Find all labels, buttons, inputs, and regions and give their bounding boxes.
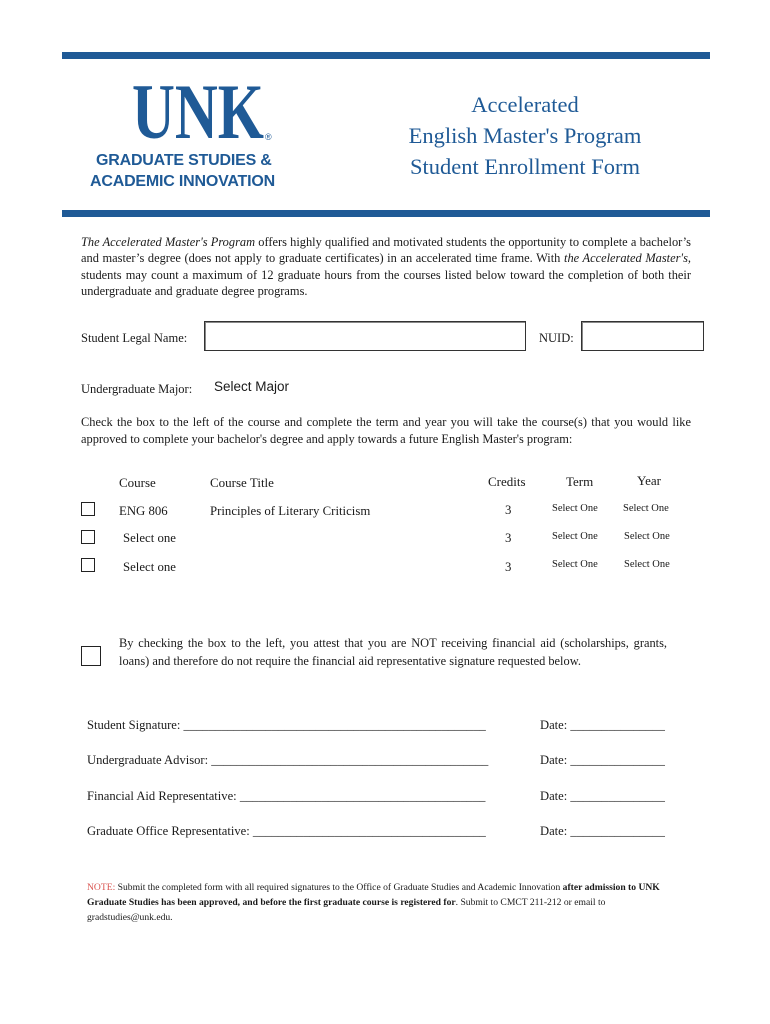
student-signature-date[interactable]: Date: _______________	[540, 718, 665, 732]
note-text-1: Submit the completed form with all required signatures to the Office of Graduate Studies and Academic Innovation	[115, 882, 563, 893]
course-2-select[interactable]: Select one	[123, 531, 176, 545]
unk-logo-letters: UNK	[132, 78, 265, 142]
course-1-term-select[interactable]: Select One	[552, 503, 598, 514]
col-header-term: Term	[566, 474, 594, 489]
financial-aid-signature-date[interactable]: Date: _______________	[540, 789, 665, 803]
course-3-term-select[interactable]: Select One	[552, 559, 598, 570]
top-rule	[62, 52, 710, 59]
financial-aid-signature-line[interactable]: Financial Aid Representative: _______________________________________	[87, 789, 486, 803]
graduate-office-signature-line[interactable]: Graduate Office Representative: _____________________________________	[87, 824, 486, 838]
advisor-signature-date[interactable]: Date: _______________	[540, 753, 665, 767]
form-title	[390, 89, 660, 182]
intro-emphasis-2: the Accelerated Master's,	[564, 251, 691, 266]
advisor-signature-line[interactable]: Undergraduate Advisor: ____________________________________________	[87, 753, 489, 767]
note-bold-text: after admission to UNK Graduate Studies has been approved, and before the first graduate course is registered for	[87, 882, 660, 908]
logo-line-1: GRADUATE STUDIES &	[96, 152, 272, 169]
course-2-credits: 3	[505, 531, 512, 545]
col-header-year: Year	[637, 473, 661, 488]
nuid-label: NUID:	[539, 331, 574, 345]
intro-paragraph	[81, 234, 691, 300]
course-1-checkbox[interactable]	[81, 502, 95, 516]
major-select[interactable]: Select Major	[214, 379, 290, 394]
title-line-2: English Master's Program	[408, 123, 642, 148]
course-1-title: Principles of Literary Criticism	[210, 504, 371, 518]
course-3-select[interactable]: Select one	[123, 560, 176, 574]
financial-aid-attestation: By checking the box to the left, you attest that you are NOT receiving financial aid (scholarships, grants, loans) and therefore do not require the financial aid representative signature requested below.	[119, 636, 667, 668]
title-line-3: Student Enrollment Form	[410, 154, 640, 179]
nuid-input[interactable]	[581, 321, 704, 351]
student-signature-line[interactable]: Student Signature: ________________________________________________	[87, 718, 486, 732]
note-label: NOTE:	[87, 882, 116, 893]
financial-aid-checkbox[interactable]	[81, 646, 101, 666]
logo-line-2: ACADEMIC INNOVATION	[90, 173, 275, 190]
course-1-year-select[interactable]: Select One	[623, 503, 669, 514]
course-3-checkbox[interactable]	[81, 558, 95, 572]
note-text-2: . Submit to CMCT 211-212 or email to gradstudies@unk.edu.	[87, 897, 606, 923]
intro-text-1: offers highly qualified and motivated students the opportunity to complete a bachelor’s and master’s degree (does not apply to graduate certificates) in an accelerated time frame. With	[81, 235, 691, 266]
graduate-office-signature-date[interactable]: Date: _______________	[540, 824, 665, 838]
name-label: Student Legal Name:	[81, 331, 188, 345]
unk-logo-mark	[132, 78, 272, 142]
course-2-year-select[interactable]: Select One	[624, 531, 670, 542]
col-header-credits: Credits	[488, 474, 526, 489]
course-3-credits: 3	[505, 560, 512, 574]
registered-mark: ®	[265, 132, 272, 142]
col-header-course: Course	[119, 475, 156, 490]
intro-emphasis-1: The Accelerated Master's Program	[81, 235, 256, 249]
header-rule	[62, 210, 710, 217]
title-line-1: Accelerated	[471, 92, 579, 117]
course-2-checkbox[interactable]	[81, 530, 95, 544]
student-name-input[interactable]	[204, 321, 526, 351]
course-1-credits: 3	[505, 503, 512, 517]
intro-text-2: students may count a maximum of 12 graduate hours from the courses listed below toward the completion of both their undergraduate and graduate degree programs.	[81, 267, 691, 299]
course-3-year-select[interactable]: Select One	[624, 559, 670, 570]
submission-note	[87, 880, 687, 925]
col-header-title: Course Title	[210, 475, 274, 490]
course-1-code: ENG 806	[119, 504, 168, 518]
major-label: Undergraduate Major:	[81, 382, 193, 396]
course-instructions: Check the box to the left of the course and complete the term and year you will take the course(s) that you would like approved to complete your bachelor's degree and apply towards a future English Master's program:	[81, 415, 691, 446]
course-2-term-select[interactable]: Select One	[552, 531, 598, 542]
